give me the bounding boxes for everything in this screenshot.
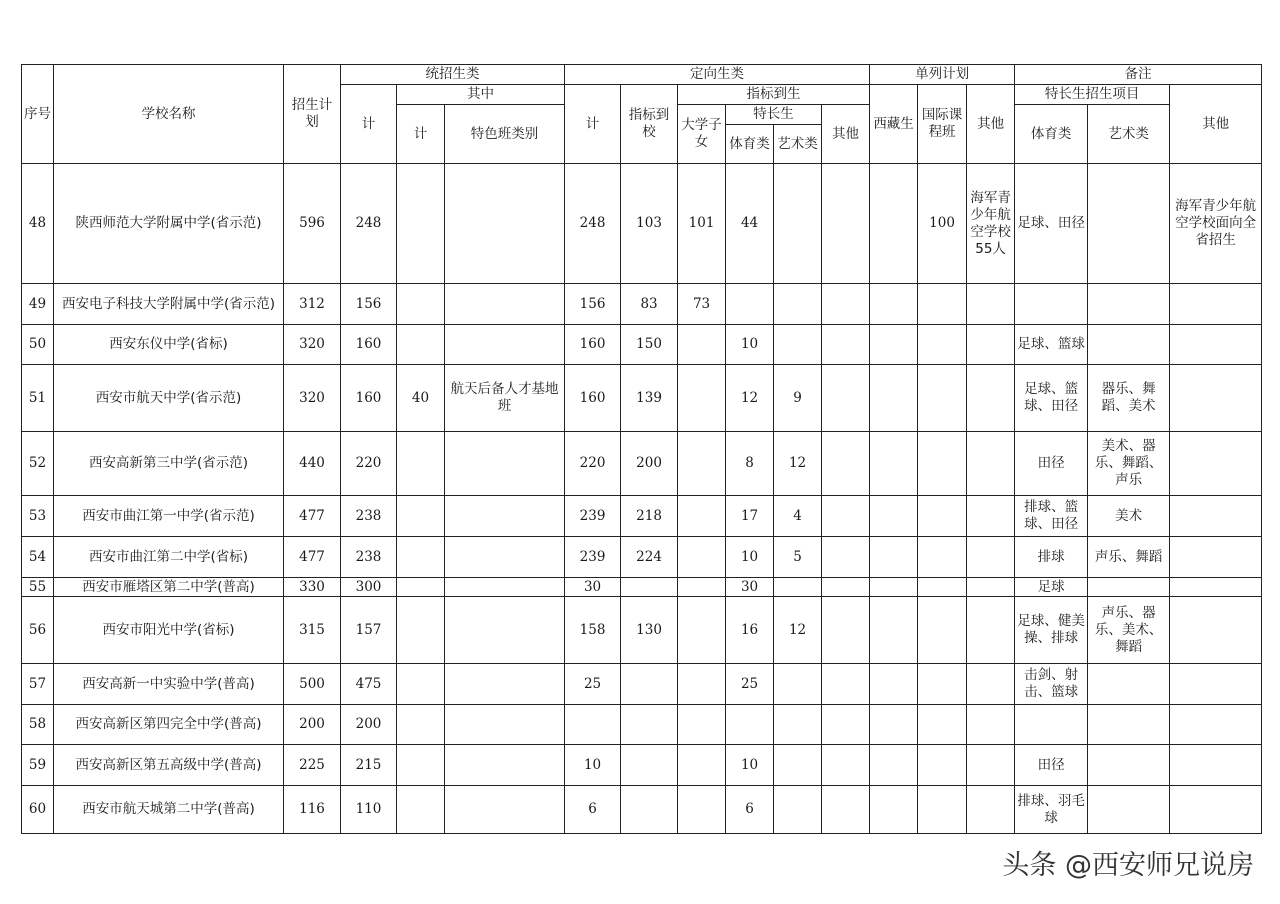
arts-cell xyxy=(774,745,822,786)
directed-other-cell xyxy=(822,284,870,325)
header-remarks: 备注 xyxy=(1015,65,1262,85)
plan-cell: 330 xyxy=(284,578,341,597)
header-specialty-items: 特长生招生项目 xyxy=(1015,85,1170,105)
directed-other-cell xyxy=(822,164,870,284)
seq-cell: 58 xyxy=(22,705,54,745)
unified-total-cell: 110 xyxy=(341,786,397,834)
remarks-sports-cell: 足球 xyxy=(1015,578,1088,597)
sports-cell: 17 xyxy=(726,496,774,537)
intl-cell xyxy=(918,578,967,597)
directed-total-cell: 30 xyxy=(565,578,621,597)
separate-other-cell xyxy=(967,365,1015,432)
school-name-cell: 西安市曲江第二中学(省标) xyxy=(54,537,284,578)
table-row xyxy=(22,705,1262,745)
remarks-sports-cell xyxy=(1015,705,1088,745)
remarks-arts-cell xyxy=(1088,284,1170,325)
among-total-cell xyxy=(397,597,445,664)
arts-cell: 5 xyxy=(774,537,822,578)
school-name-cell: 西安高新一中实验中学(普高) xyxy=(54,664,284,705)
remarks-other-cell xyxy=(1170,537,1262,578)
feature-class-cell xyxy=(445,705,565,745)
quota-school-cell xyxy=(621,745,678,786)
remarks-sports-cell: 足球、篮球、田径 xyxy=(1015,365,1088,432)
plan-cell: 320 xyxy=(284,365,341,432)
sports-cell: 16 xyxy=(726,597,774,664)
quota-school-cell: 218 xyxy=(621,496,678,537)
tibet-cell xyxy=(870,537,918,578)
school-name-cell: 西安东仪中学(省标) xyxy=(54,325,284,365)
directed-total-cell: 25 xyxy=(565,664,621,705)
seq-cell: 53 xyxy=(22,496,54,537)
table-row xyxy=(22,496,1262,537)
remarks-sports-cell: 排球 xyxy=(1015,537,1088,578)
feature-class-cell xyxy=(445,537,565,578)
remarks-arts-cell xyxy=(1088,786,1170,834)
watermark: 头条 @西安师兄说房 xyxy=(1002,850,1254,881)
remarks-arts-cell: 器乐、舞蹈、美术 xyxy=(1088,365,1170,432)
header-separate-other: 其他 xyxy=(967,85,1015,164)
arts-cell: 12 xyxy=(774,432,822,496)
quota-school-cell xyxy=(621,786,678,834)
remarks-other-cell xyxy=(1170,745,1262,786)
remarks-other-cell xyxy=(1170,597,1262,664)
separate-other-cell xyxy=(967,432,1015,496)
unified-total-cell: 200 xyxy=(341,705,397,745)
arts-cell xyxy=(774,325,822,365)
intl-cell xyxy=(918,597,967,664)
quota-school-cell: 224 xyxy=(621,537,678,578)
among-total-cell xyxy=(397,284,445,325)
plan-cell: 116 xyxy=(284,786,341,834)
header-univ-children: 大学子女 xyxy=(678,105,726,164)
feature-class-cell xyxy=(445,578,565,597)
arts-cell xyxy=(774,664,822,705)
univ-children-cell xyxy=(678,537,726,578)
intl-cell xyxy=(918,537,967,578)
sports-cell: 44 xyxy=(726,164,774,284)
separate-other-cell xyxy=(967,786,1015,834)
header-unified: 统招生类 xyxy=(341,65,565,85)
univ-children-cell xyxy=(678,496,726,537)
quota-school-cell xyxy=(621,664,678,705)
unified-total-cell: 156 xyxy=(341,284,397,325)
tibet-cell xyxy=(870,164,918,284)
unified-total-cell: 160 xyxy=(341,365,397,432)
sports-cell: 10 xyxy=(726,745,774,786)
feature-class-cell xyxy=(445,432,565,496)
directed-other-cell xyxy=(822,597,870,664)
feature-class-cell xyxy=(445,745,565,786)
intl-cell xyxy=(918,432,967,496)
seq-cell: 49 xyxy=(22,284,54,325)
intl-cell xyxy=(918,664,967,705)
remarks-sports-cell: 足球、篮球 xyxy=(1015,325,1088,365)
remarks-sports-cell: 足球、田径 xyxy=(1015,164,1088,284)
school-name-cell: 西安电子科技大学附属中学(省示范) xyxy=(54,284,284,325)
remarks-arts-cell xyxy=(1088,705,1170,745)
plan-cell: 596 xyxy=(284,164,341,284)
arts-cell xyxy=(774,578,822,597)
remarks-sports-cell: 田径 xyxy=(1015,432,1088,496)
remarks-arts-cell: 美术、器乐、舞蹈、声乐 xyxy=(1088,432,1170,496)
directed-other-cell xyxy=(822,745,870,786)
header-sports: 体育类 xyxy=(726,125,774,164)
arts-cell: 12 xyxy=(774,597,822,664)
quota-school-cell: 139 xyxy=(621,365,678,432)
school-name-cell: 西安市航天中学(省示范) xyxy=(54,365,284,432)
header-plan: 招生计划 xyxy=(284,65,341,164)
remarks-other-cell xyxy=(1170,578,1262,597)
plan-cell: 200 xyxy=(284,705,341,745)
sports-cell: 30 xyxy=(726,578,774,597)
remarks-other-cell xyxy=(1170,705,1262,745)
directed-other-cell xyxy=(822,496,870,537)
remarks-sports-cell: 田径 xyxy=(1015,745,1088,786)
quota-school-cell: 83 xyxy=(621,284,678,325)
table-row xyxy=(22,578,1262,597)
feature-class-cell xyxy=(445,496,565,537)
directed-total-cell: 158 xyxy=(565,597,621,664)
remarks-other-cell xyxy=(1170,786,1262,834)
univ-children-cell: 73 xyxy=(678,284,726,325)
directed-other-cell xyxy=(822,664,870,705)
unified-total-cell: 215 xyxy=(341,745,397,786)
sports-cell xyxy=(726,705,774,745)
univ-children-cell xyxy=(678,664,726,705)
sports-cell: 10 xyxy=(726,325,774,365)
table-row xyxy=(22,365,1262,432)
seq-cell: 56 xyxy=(22,597,54,664)
school-name-cell: 西安高新区第四完全中学(普高) xyxy=(54,705,284,745)
tibet-cell xyxy=(870,496,918,537)
separate-other-cell xyxy=(967,664,1015,705)
among-total-cell xyxy=(397,705,445,745)
feature-class-cell: 航天后备人才基地班 xyxy=(445,365,565,432)
separate-other-cell: 海军青少年航空学校55人 xyxy=(967,164,1015,284)
among-total-cell xyxy=(397,578,445,597)
intl-cell xyxy=(918,786,967,834)
remarks-sports-cell: 击剑、射击、篮球 xyxy=(1015,664,1088,705)
quota-school-cell: 150 xyxy=(621,325,678,365)
header-remarks-sports: 体育类 xyxy=(1015,105,1088,164)
remarks-arts-cell xyxy=(1088,164,1170,284)
quota-school-cell xyxy=(621,705,678,745)
seq-cell: 55 xyxy=(22,578,54,597)
among-total-cell xyxy=(397,745,445,786)
school-name-cell: 西安市雁塔区第二中学(普高) xyxy=(54,578,284,597)
unified-total-cell: 220 xyxy=(341,432,397,496)
remarks-other-cell xyxy=(1170,664,1262,705)
remarks-arts-cell: 美术 xyxy=(1088,496,1170,537)
header-directed-other: 其他 xyxy=(822,105,870,164)
seq-cell: 60 xyxy=(22,786,54,834)
sports-cell: 25 xyxy=(726,664,774,705)
separate-other-cell xyxy=(967,578,1015,597)
enrollment-table xyxy=(21,64,1262,834)
table-row xyxy=(22,786,1262,834)
table-row xyxy=(22,432,1262,496)
intl-cell xyxy=(918,284,967,325)
feature-class-cell xyxy=(445,325,565,365)
school-name-cell: 西安市阳光中学(省标) xyxy=(54,597,284,664)
seq-cell: 48 xyxy=(22,164,54,284)
sports-cell: 12 xyxy=(726,365,774,432)
among-total-cell xyxy=(397,537,445,578)
tibet-cell xyxy=(870,705,918,745)
directed-total-cell: 239 xyxy=(565,496,621,537)
header-tibet: 西藏生 xyxy=(870,85,918,164)
header-specialty: 特长生 xyxy=(726,105,822,125)
directed-total-cell: 160 xyxy=(565,325,621,365)
header-among-total: 计 xyxy=(397,105,445,164)
directed-other-cell xyxy=(822,365,870,432)
directed-total-cell: 6 xyxy=(565,786,621,834)
remarks-sports-cell: 足球、健美操、排球 xyxy=(1015,597,1088,664)
remarks-other-cell xyxy=(1170,432,1262,496)
seq-cell: 50 xyxy=(22,325,54,365)
univ-children-cell xyxy=(678,597,726,664)
unified-total-cell: 157 xyxy=(341,597,397,664)
table-row xyxy=(22,664,1262,705)
among-total-cell xyxy=(397,325,445,365)
tibet-cell xyxy=(870,365,918,432)
school-name-cell: 陕西师范大学附属中学(省示范) xyxy=(54,164,284,284)
directed-other-cell xyxy=(822,432,870,496)
plan-cell: 320 xyxy=(284,325,341,365)
separate-other-cell xyxy=(967,325,1015,365)
table-row xyxy=(22,164,1262,284)
table-row xyxy=(22,284,1262,325)
directed-other-cell xyxy=(822,705,870,745)
tibet-cell xyxy=(870,664,918,705)
among-total-cell xyxy=(397,164,445,284)
plan-cell: 477 xyxy=(284,537,341,578)
tibet-cell xyxy=(870,432,918,496)
directed-other-cell xyxy=(822,325,870,365)
among-total-cell xyxy=(397,786,445,834)
univ-children-cell xyxy=(678,578,726,597)
remarks-other-cell xyxy=(1170,284,1262,325)
directed-total-cell: 160 xyxy=(565,365,621,432)
table-header xyxy=(22,65,1262,164)
remarks-other-cell xyxy=(1170,496,1262,537)
quota-school-cell xyxy=(621,578,678,597)
feature-class-cell xyxy=(445,597,565,664)
school-name-cell: 西安市曲江第一中学(省示范) xyxy=(54,496,284,537)
plan-cell: 440 xyxy=(284,432,341,496)
quota-school-cell: 103 xyxy=(621,164,678,284)
separate-other-cell xyxy=(967,597,1015,664)
intl-cell xyxy=(918,365,967,432)
tibet-cell xyxy=(870,786,918,834)
header-arts: 艺术类 xyxy=(774,125,822,164)
univ-children-cell xyxy=(678,786,726,834)
arts-cell xyxy=(774,786,822,834)
feature-class-cell xyxy=(445,664,565,705)
among-total-cell xyxy=(397,496,445,537)
univ-children-cell: 101 xyxy=(678,164,726,284)
directed-total-cell: 239 xyxy=(565,537,621,578)
separate-other-cell xyxy=(967,705,1015,745)
separate-other-cell xyxy=(967,537,1015,578)
remarks-arts-cell: 声乐、舞蹈 xyxy=(1088,537,1170,578)
seq-cell: 54 xyxy=(22,537,54,578)
intl-cell xyxy=(918,705,967,745)
unified-total-cell: 160 xyxy=(341,325,397,365)
quota-school-cell: 130 xyxy=(621,597,678,664)
table-body xyxy=(22,164,1262,834)
table-row xyxy=(22,537,1262,578)
unified-total-cell: 300 xyxy=(341,578,397,597)
plan-cell: 225 xyxy=(284,745,341,786)
intl-cell xyxy=(918,496,967,537)
univ-children-cell xyxy=(678,325,726,365)
unified-total-cell: 238 xyxy=(341,496,397,537)
sports-cell: 8 xyxy=(726,432,774,496)
sports-cell xyxy=(726,284,774,325)
header-unified-total: 计 xyxy=(341,85,397,164)
school-name-cell: 西安市航天城第二中学(普高) xyxy=(54,786,284,834)
separate-other-cell xyxy=(967,745,1015,786)
arts-cell xyxy=(774,164,822,284)
arts-cell: 4 xyxy=(774,496,822,537)
header-directed-total: 计 xyxy=(565,85,621,164)
remarks-other-cell xyxy=(1170,365,1262,432)
unified-total-cell: 475 xyxy=(341,664,397,705)
directed-other-cell xyxy=(822,786,870,834)
among-total-cell xyxy=(397,432,445,496)
directed-other-cell xyxy=(822,537,870,578)
remarks-arts-cell xyxy=(1088,578,1170,597)
header-directed: 定向生类 xyxy=(565,65,870,85)
seq-cell: 52 xyxy=(22,432,54,496)
intl-cell xyxy=(918,745,967,786)
header-remarks-other: 其他 xyxy=(1170,85,1262,164)
arts-cell xyxy=(774,284,822,325)
separate-other-cell xyxy=(967,284,1015,325)
separate-other-cell xyxy=(967,496,1015,537)
feature-class-cell xyxy=(445,786,565,834)
header-quota-school: 指标到校 xyxy=(621,85,678,164)
intl-cell xyxy=(918,325,967,365)
unified-total-cell: 238 xyxy=(341,537,397,578)
sports-cell: 10 xyxy=(726,537,774,578)
univ-children-cell xyxy=(678,365,726,432)
directed-other-cell xyxy=(822,578,870,597)
directed-total-cell: 10 xyxy=(565,745,621,786)
header-remarks-arts: 艺术类 xyxy=(1088,105,1170,164)
header-seq: 序号 xyxy=(22,65,54,164)
header-among: 其中 xyxy=(397,85,565,105)
plan-cell: 500 xyxy=(284,664,341,705)
directed-total-cell xyxy=(565,705,621,745)
tibet-cell xyxy=(870,578,918,597)
tibet-cell xyxy=(870,284,918,325)
directed-total-cell: 248 xyxy=(565,164,621,284)
seq-cell: 59 xyxy=(22,745,54,786)
remarks-sports-cell xyxy=(1015,284,1088,325)
tibet-cell xyxy=(870,325,918,365)
remarks-sports-cell: 排球、篮球、田径 xyxy=(1015,496,1088,537)
feature-class-cell xyxy=(445,164,565,284)
directed-total-cell: 156 xyxy=(565,284,621,325)
table-row xyxy=(22,325,1262,365)
table-row xyxy=(22,745,1262,786)
header-intl: 国际课程班 xyxy=(918,85,967,164)
remarks-other-cell xyxy=(1170,325,1262,365)
header-quota-student: 指标到生 xyxy=(678,85,870,105)
tibet-cell xyxy=(870,745,918,786)
remarks-arts-cell xyxy=(1088,745,1170,786)
directed-total-cell: 220 xyxy=(565,432,621,496)
univ-children-cell xyxy=(678,432,726,496)
tibet-cell xyxy=(870,597,918,664)
header-school: 学校名称 xyxy=(54,65,284,164)
remarks-arts-cell: 声乐、器乐、美术、舞蹈 xyxy=(1088,597,1170,664)
among-total-cell xyxy=(397,664,445,705)
plan-cell: 312 xyxy=(284,284,341,325)
sports-cell: 6 xyxy=(726,786,774,834)
univ-children-cell xyxy=(678,745,726,786)
table-row xyxy=(22,597,1262,664)
plan-cell: 315 xyxy=(284,597,341,664)
arts-cell xyxy=(774,705,822,745)
remarks-arts-cell xyxy=(1088,664,1170,705)
header-separate: 单列计划 xyxy=(870,65,1015,85)
remarks-other-cell: 海军青少年航空学校面向全省招生 xyxy=(1170,164,1262,284)
remarks-arts-cell xyxy=(1088,325,1170,365)
header-feature-class: 特色班类别 xyxy=(445,105,565,164)
among-total-cell: 40 xyxy=(397,365,445,432)
remarks-sports-cell: 排球、羽毛球 xyxy=(1015,786,1088,834)
school-name-cell: 西安高新第三中学(省示范) xyxy=(54,432,284,496)
arts-cell: 9 xyxy=(774,365,822,432)
school-name-cell: 西安高新区第五高级中学(普高) xyxy=(54,745,284,786)
intl-cell: 100 xyxy=(918,164,967,284)
plan-cell: 477 xyxy=(284,496,341,537)
seq-cell: 51 xyxy=(22,365,54,432)
unified-total-cell: 248 xyxy=(341,164,397,284)
quota-school-cell: 200 xyxy=(621,432,678,496)
univ-children-cell xyxy=(678,705,726,745)
feature-class-cell xyxy=(445,284,565,325)
seq-cell: 57 xyxy=(22,664,54,705)
